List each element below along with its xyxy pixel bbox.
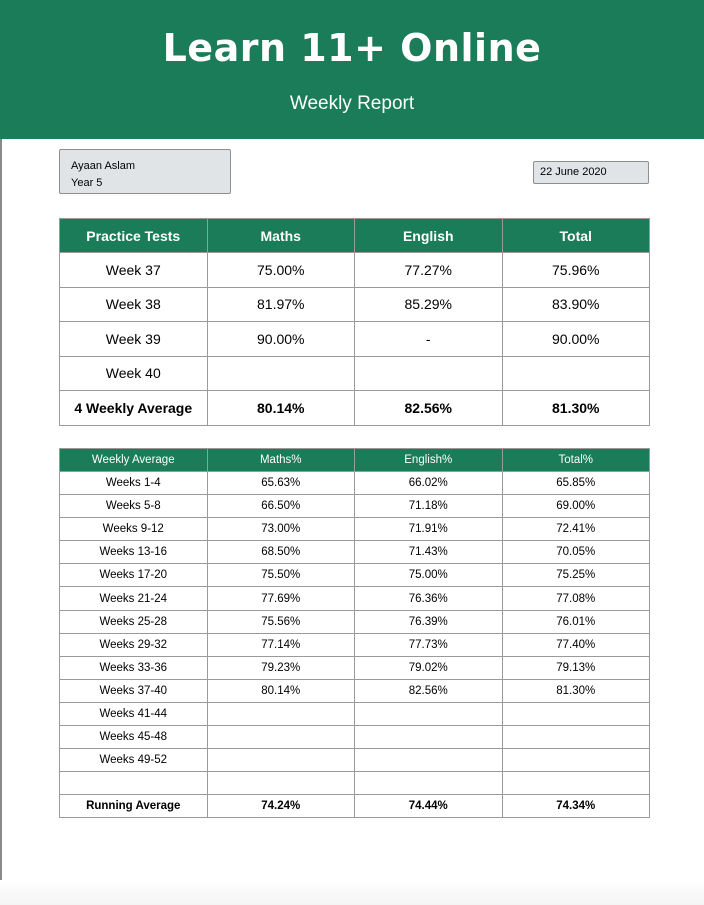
value-cell: 80.14% <box>207 679 355 702</box>
student-year: Year 5 <box>71 177 103 189</box>
summary-value-cell: 74.24% <box>207 795 355 818</box>
value-cell: 66.50% <box>207 495 355 518</box>
value-cell: 77.73% <box>355 633 503 656</box>
table-row <box>60 287 650 322</box>
value-cell <box>355 726 503 749</box>
row-label-cell: Weeks 45-48 <box>60 726 208 749</box>
practice-tests-table <box>59 218 650 426</box>
row-label-cell: Weeks 5-8 <box>60 495 208 518</box>
running-average-row <box>60 795 650 818</box>
table-header-row <box>60 219 650 253</box>
value-cell <box>207 702 355 725</box>
student-name: Ayaan Aslam <box>71 160 136 172</box>
table-row <box>60 564 650 587</box>
table-row <box>60 541 650 564</box>
table-row <box>60 772 650 795</box>
column-header: Total% <box>502 449 650 472</box>
value-cell: 68.50% <box>207 541 355 564</box>
column-header: English% <box>355 449 503 472</box>
value-cell: 77.69% <box>207 587 355 610</box>
value-cell: 79.13% <box>502 656 650 679</box>
row-label-cell: Weeks 9-12 <box>60 518 208 541</box>
value-cell <box>502 356 650 391</box>
value-cell: 79.02% <box>355 656 503 679</box>
row-label-cell: Weeks 49-52 <box>60 749 208 772</box>
table-row <box>60 322 650 357</box>
value-cell: 76.39% <box>355 610 503 633</box>
value-cell: 75.96% <box>502 253 650 288</box>
table-row <box>60 356 650 391</box>
table-header-row <box>60 449 650 472</box>
weekly-average-table <box>59 448 650 818</box>
summary-value-cell: 81.30% <box>502 391 650 426</box>
table-row <box>60 610 650 633</box>
summary-value-cell: 82.56% <box>355 391 503 426</box>
value-cell: 82.56% <box>355 679 503 702</box>
table-row <box>60 495 650 518</box>
column-header: Maths <box>207 219 355 253</box>
value-cell <box>207 356 355 391</box>
row-label-cell: Week 39 <box>60 322 208 357</box>
table-row <box>60 633 650 656</box>
column-header: Practice Tests <box>60 219 208 253</box>
row-label-cell: Weeks 17-20 <box>60 564 208 587</box>
value-cell: 90.00% <box>502 322 650 357</box>
value-cell <box>207 772 355 795</box>
row-label-cell: Weeks 25-28 <box>60 610 208 633</box>
page-bottom <box>0 880 704 905</box>
table-row <box>60 726 650 749</box>
value-cell: 85.29% <box>355 287 503 322</box>
report-header <box>0 0 704 139</box>
summary-label-cell: Running Average <box>60 795 208 818</box>
value-cell: 77.40% <box>502 633 650 656</box>
value-cell <box>502 726 650 749</box>
value-cell <box>355 772 503 795</box>
summary-value-cell: 74.34% <box>502 795 650 818</box>
value-cell <box>502 772 650 795</box>
column-header: Weekly Average <box>60 449 208 472</box>
value-cell: - <box>355 322 503 357</box>
value-cell: 77.08% <box>502 587 650 610</box>
value-cell: 75.00% <box>207 253 355 288</box>
value-cell <box>207 749 355 772</box>
value-cell: 83.90% <box>502 287 650 322</box>
summary-value-cell: 74.44% <box>355 795 503 818</box>
value-cell: 79.23% <box>207 656 355 679</box>
value-cell: 70.05% <box>502 541 650 564</box>
table-row <box>60 518 650 541</box>
summary-value-cell: 80.14% <box>207 391 355 426</box>
value-cell: 77.14% <box>207 633 355 656</box>
report-subtitle: Weekly Report <box>289 93 415 114</box>
table-row <box>60 656 650 679</box>
value-cell: 65.85% <box>502 472 650 495</box>
row-label-cell: Weeks 21-24 <box>60 587 208 610</box>
value-cell <box>207 726 355 749</box>
table-row <box>60 679 650 702</box>
value-cell: 75.56% <box>207 610 355 633</box>
value-cell: 65.63% <box>207 472 355 495</box>
row-label-cell: Weeks 29-32 <box>60 633 208 656</box>
value-cell: 75.00% <box>355 564 503 587</box>
row-label-cell: Week 38 <box>60 287 208 322</box>
row-label-cell: Week 37 <box>60 253 208 288</box>
report-date-box: 22 June 2020 <box>533 161 649 184</box>
value-cell <box>355 356 503 391</box>
value-cell: 71.91% <box>355 518 503 541</box>
row-label-cell: Weeks 41-44 <box>60 702 208 725</box>
value-cell: 81.30% <box>502 679 650 702</box>
value-cell: 76.01% <box>502 610 650 633</box>
value-cell: 71.43% <box>355 541 503 564</box>
row-label-cell: Week 40 <box>60 356 208 391</box>
table-row <box>60 587 650 610</box>
student-info-box <box>59 149 231 194</box>
value-cell: 81.97% <box>207 287 355 322</box>
value-cell: 77.27% <box>355 253 503 288</box>
table-row <box>60 253 650 288</box>
value-cell <box>502 749 650 772</box>
summary-label-cell: 4 Weekly Average <box>60 391 208 426</box>
four-weekly-average-row <box>60 391 650 426</box>
value-cell: 76.36% <box>355 587 503 610</box>
value-cell: 71.18% <box>355 495 503 518</box>
value-cell: 75.25% <box>502 564 650 587</box>
row-label-cell: Weeks 1-4 <box>60 472 208 495</box>
brand-title: Learn 11+ Online <box>162 26 542 70</box>
table-row <box>60 472 650 495</box>
value-cell: 73.00% <box>207 518 355 541</box>
value-cell <box>502 702 650 725</box>
column-header: Total <box>502 219 650 253</box>
value-cell: 75.50% <box>207 564 355 587</box>
table-row <box>60 749 650 772</box>
value-cell: 90.00% <box>207 322 355 357</box>
table-row <box>60 702 650 725</box>
value-cell <box>355 702 503 725</box>
value-cell: 69.00% <box>502 495 650 518</box>
row-label-cell <box>60 772 208 795</box>
row-label-cell: Weeks 33-36 <box>60 656 208 679</box>
value-cell: 66.02% <box>355 472 503 495</box>
value-cell: 72.41% <box>502 518 650 541</box>
value-cell <box>355 749 503 772</box>
row-label-cell: Weeks 37-40 <box>60 679 208 702</box>
column-header: Maths% <box>207 449 355 472</box>
row-label-cell: Weeks 13-16 <box>60 541 208 564</box>
column-header: English <box>355 219 503 253</box>
